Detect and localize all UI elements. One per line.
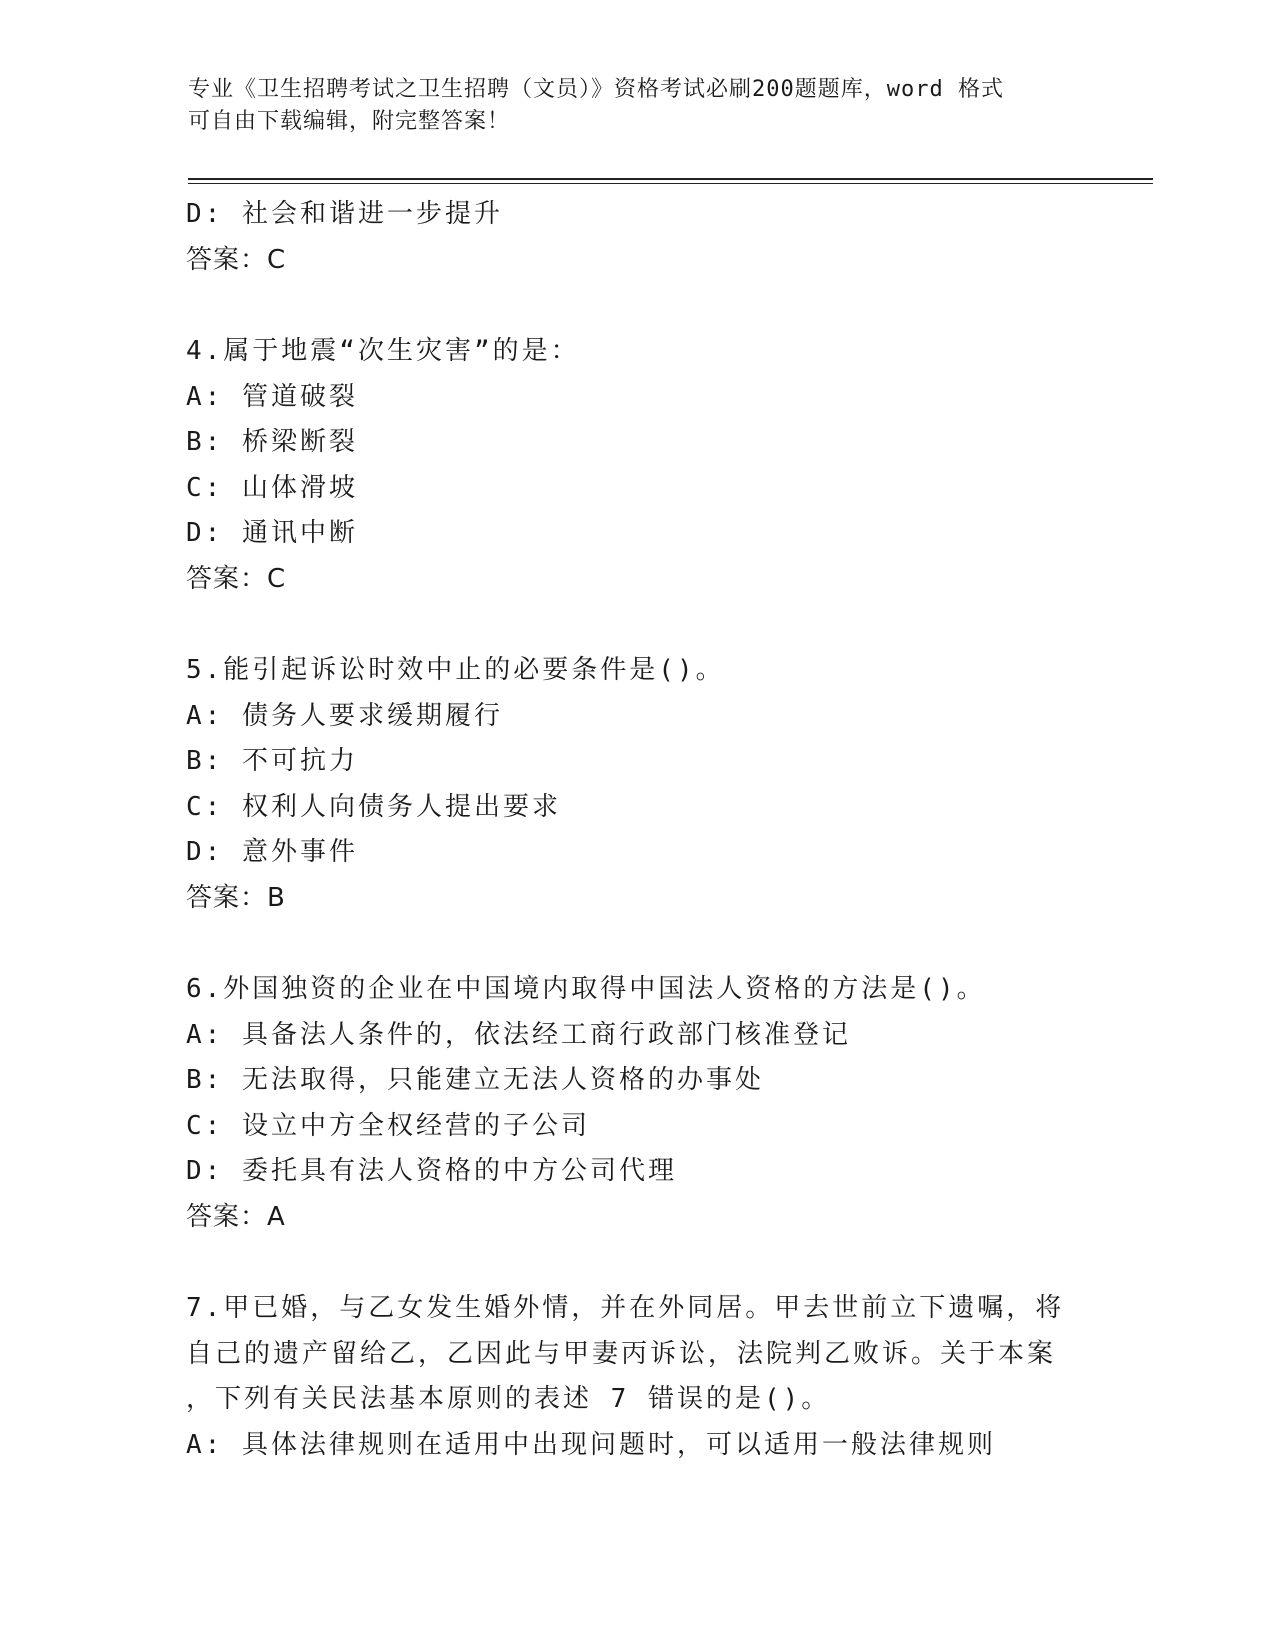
question-5-block <box>186 648 1086 921</box>
q6-answer: 答案：A <box>186 1201 286 1232</box>
header-title-line-2: 可自由下载编辑，附完整答案！ <box>188 109 511 134</box>
spacer <box>186 1240 1086 1286</box>
q5-question: 5.能引起诉讼时效中止的必要条件是()。 <box>186 655 725 685</box>
question-6-block <box>186 967 1086 1240</box>
header-title-line-1: 专业《卫生招聘考试之卫生招聘（文员）》资格考试必刷200题题库，word 格式 <box>188 77 1004 102</box>
q6-option-d: D: 委托具有法人资格的中方公司代理 <box>186 1156 677 1186</box>
question-7-block <box>186 1286 1086 1468</box>
q3-answer: 答案：C <box>186 244 287 275</box>
q4-question: 4.属于地震“次生灾害”的是： <box>186 336 580 366</box>
q7-question-line-1: 7.甲已婚，与乙女发生婚外情，并在外同居。甲去世前立下遗嘱，将 <box>186 1293 1065 1323</box>
q6-question: 6.外国独资的企业在中国境内取得中国法人资格的方法是()。 <box>186 974 986 1004</box>
q4-option-a: A: 管道破裂 <box>186 381 358 412</box>
question-4-block <box>186 329 1086 602</box>
q5-option-b: B: 不可抗力 <box>186 746 358 776</box>
spacer <box>186 921 1086 967</box>
q4-answer: 答案：C <box>186 563 287 594</box>
q6-option-b: B: 无法取得，只能建立无法人资格的办事处 <box>186 1065 764 1095</box>
q4-option-c: C: 山体滑坡 <box>186 472 358 503</box>
q7-question-line-3: ，下列有关民法基本原则的表述 7 错误的是()。 <box>186 1384 831 1414</box>
spacer <box>186 283 1086 329</box>
question-content <box>186 192 1086 1468</box>
header-rule-thick <box>188 178 1153 180</box>
q4-option-d: D: 通讯中断 <box>186 518 358 548</box>
page-header <box>188 74 1068 138</box>
header-rule-thin <box>188 183 1153 184</box>
q7-option-a: A: 具体法律规则在适用中出现问题时，可以适用一般法律规则 <box>186 1429 996 1460</box>
q5-option-d: D: 意外事件 <box>186 837 358 867</box>
q4-option-b: B: 桥梁断裂 <box>186 427 358 457</box>
q5-answer: 答案：B <box>186 882 286 913</box>
q6-option-a: A: 具备法人条件的，依法经工商行政部门核准登记 <box>186 1019 851 1050</box>
spacer <box>186 602 1086 648</box>
q5-option-a: A: 债务人要求缓期履行 <box>186 700 503 731</box>
q6-option-c: C: 设立中方全权经营的子公司 <box>186 1110 590 1141</box>
q5-option-c: C: 权利人向债务人提出要求 <box>186 791 561 822</box>
q7-question-line-2: 自己的遗产留给乙，乙因此与甲妻丙诉讼，法院判乙败诉。关于本案 <box>186 1338 1057 1369</box>
q3-option-d: D: 社会和谐进一步提升 <box>186 199 503 229</box>
question-3-block <box>186 192 1086 283</box>
